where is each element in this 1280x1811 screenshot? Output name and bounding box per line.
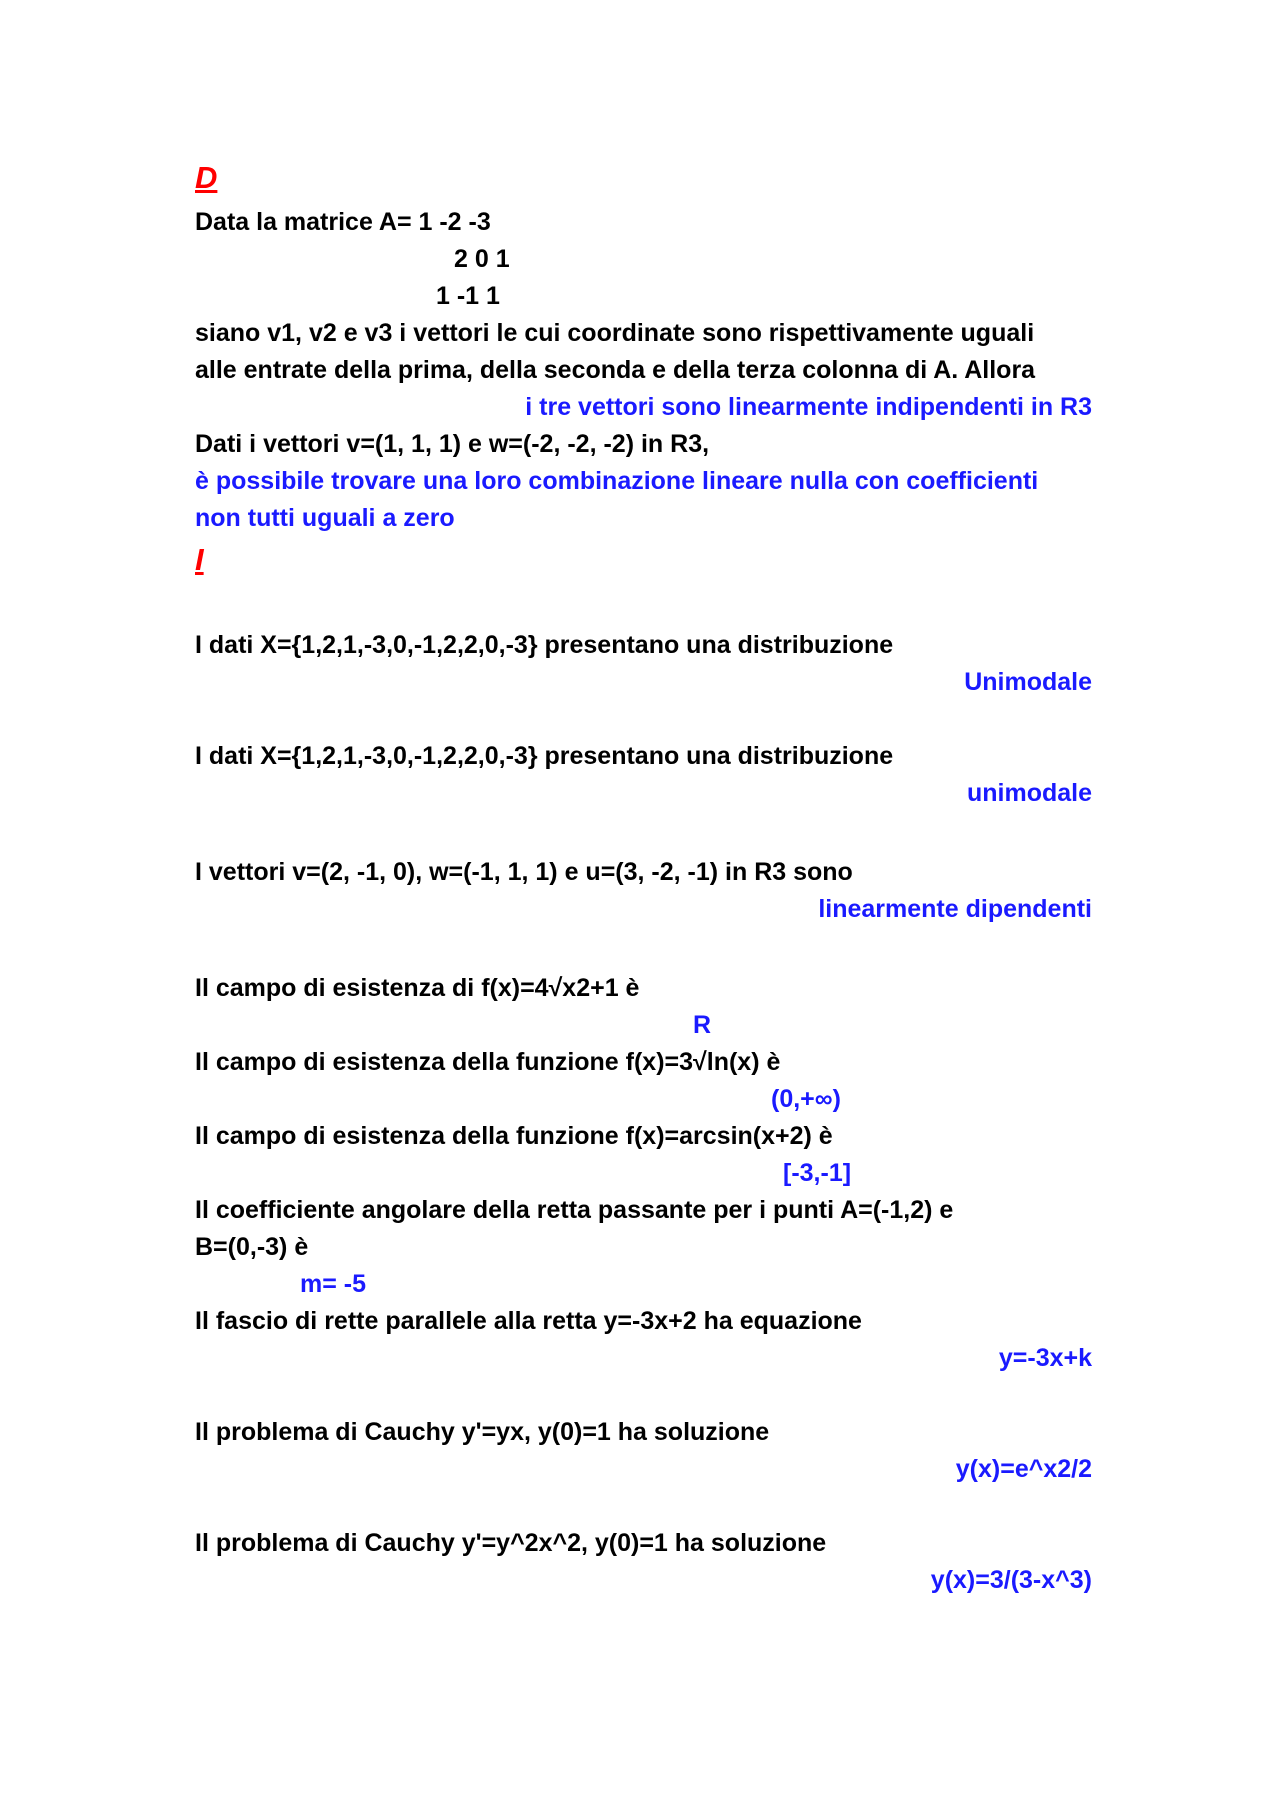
matrix-row-3: 1 -1 1 — [436, 282, 500, 310]
question-1-line-1: siano v1, v2 e v3 i vettori le cui coordinate sono rispettivamente uguali — [195, 319, 1035, 347]
answer-10: y=-3x+k — [998, 1344, 1092, 1372]
answer-4: unimodale — [966, 779, 1092, 807]
answer-12: y(x)=3/(3-x^3) — [930, 1566, 1092, 1594]
question-5: I vettori v=(2, -1, 0), w=(-1, 1, 1) e u=(3, -2, -1) in R3 sono — [195, 858, 853, 886]
answer-5: linearmente dipendenti — [818, 895, 1092, 923]
question-2: Dati i vettori v=(1, 1, 1) e w=(-2, -2, -2) in R3, — [195, 430, 710, 458]
question-6: Il campo di esistenza di f(x)=4√x2+1 è — [195, 974, 640, 1002]
question-4: I dati X={1,2,1,-3,0,-1,2,2,0,-3} presentano una distribuzione — [195, 742, 894, 770]
answer-7: (0,+∞) — [771, 1085, 841, 1113]
answer-8: [-3,-1] — [783, 1159, 852, 1187]
question-9-line-1: Il coefficiente angolare della retta passante per i punti A=(-1,2) e — [195, 1196, 954, 1224]
question-3: I dati X={1,2,1,-3,0,-1,2,2,0,-3} presentano una distribuzione — [195, 631, 894, 659]
question-12: Il problema di Cauchy y'=y^2x^2, y(0)=1 ha soluzione — [195, 1529, 827, 1557]
question-7: Il campo di esistenza della funzione f(x)=3√ln(x) è — [195, 1048, 781, 1076]
question-10: Il fascio di rette parallele alla retta y=-3x+2 ha equazione — [195, 1307, 862, 1335]
answer-11: y(x)=e^x2/2 — [955, 1455, 1092, 1483]
answer-2-line-2: non tutti uguali a zero — [195, 504, 455, 532]
question-1-line-2: alle entrate della prima, della seconda e della terza colonna di A. Allora — [195, 356, 1036, 384]
matrix-intro: Data la matrice A= 1 -2 -3 — [195, 208, 491, 236]
answer-9: m= -5 — [300, 1270, 367, 1298]
question-9-line-2: B=(0,-3) è — [195, 1233, 309, 1261]
section-heading-d: D — [195, 160, 218, 195]
question-11: Il problema di Cauchy y'=yx, y(0)=1 ha soluzione — [195, 1418, 770, 1446]
answer-3: Unimodale — [964, 668, 1092, 696]
answer-1: i tre vettori sono linearmente indipendenti in R3 — [525, 393, 1092, 421]
answer-2-line-1: è possibile trovare una loro combinazione lineare nulla con coefficienti — [195, 467, 1039, 495]
question-8: Il campo di esistenza della funzione f(x)=arcsin(x+2) è — [195, 1122, 833, 1150]
matrix-row-2: 2 0 1 — [454, 245, 510, 273]
answer-6: R — [693, 1011, 712, 1039]
section-heading-i: I — [195, 542, 204, 577]
